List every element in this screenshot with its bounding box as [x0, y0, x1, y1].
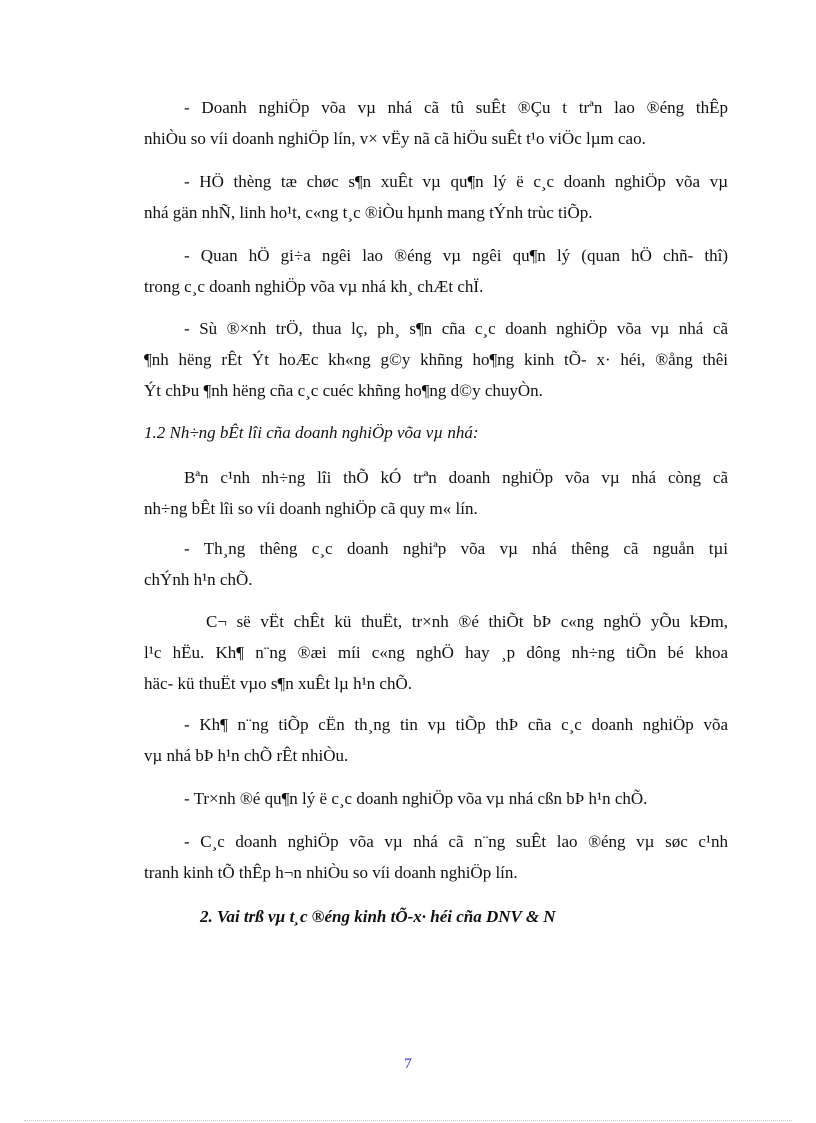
text-line: ¶nh hëng rÊt Ýt hoÆc kh«ng g©y khñng ho¶ng kinh tÕ- x· héi, ®ång thêi: [144, 350, 728, 369]
text-line: nhiÒu so víi doanh nghiÖp lín, v× vËy nã cã hiÖu suÊt t¹o viÖc lµm cao.: [144, 129, 646, 148]
text-line: - Doanh nghiÖp võa vµ nhá cã tû suÊt ®Çu t trªn lao ®éng thÊp: [184, 98, 728, 117]
paragraph-5: [144, 462, 728, 524]
paragraph-3: [144, 240, 728, 302]
text-line: vµ nhá bÞ h¹n chÕ rÊt nhiÒu.: [144, 746, 349, 765]
text-line: - Th¸ng thêng c¸c doanh nghiªp võa vµ nhá thêng cã nguån tµi: [184, 539, 728, 558]
text-line: trong c¸c doanh nghiÖp võa vµ nhá kh¸ chÆt chÏ.: [144, 277, 484, 296]
paragraph-6: [144, 533, 728, 595]
text-line: nh÷ng bÊt lîi so víi doanh nghiÖp cã quy m« lín.: [144, 499, 478, 518]
text-line: - Sù ®×nh trÖ, thua lç, ph¸ s¶n cña c¸c doanh nghiÖp võa vµ nhá cã: [184, 319, 728, 338]
text-line: l¹c hËu. Kh¶ n¨ng ®æi míi c«ng nghÖ hay ¸p dông nh÷ng tiÕn bé khoa: [144, 643, 728, 662]
text-line: Ýt chÞu ¶nh hëng cña c¸c cuéc khñng ho¶ng d©y chuyÒn.: [144, 381, 543, 400]
paragraph-1: [144, 92, 728, 154]
paragraph-9: [144, 783, 728, 814]
text-line: C¬ së vËt chÊt kü thuËt, tr×nh ®é thiÕt bÞ c«ng nghÖ yÕu kÐm,: [206, 612, 728, 631]
section-heading: [144, 901, 728, 932]
paragraph-8: [144, 709, 728, 771]
text-line: chÝnh h¹n chÕ.: [144, 570, 253, 589]
text-line: häc- kü thuËt vµo s¶n xuÊt lµ h¹n chÕ.: [144, 674, 412, 693]
text-line: tranh kinh tÕ thÊp h¬n nhiÒu so víi doanh nghiÖp lín.: [144, 863, 518, 882]
text-line: - C¸c doanh nghiÖp võa vµ nhá cã n¨ng suÊt lao ®éng vµ søc c¹nh: [184, 832, 728, 851]
paragraph-7: [144, 606, 728, 699]
text-line: - Kh¶ n¨ng tiÕp cËn th¸ng tin vµ tiÕp thÞ cña c¸c doanh nghiÖp võa: [184, 715, 728, 734]
text-line: - HÖ thèng tæ chøc s¶n xuÊt vµ qu¶n lý ë c¸c doanh nghiÖp võa vµ: [184, 172, 728, 191]
text-line: nhá gän nhÑ, linh ho¹t, c«ng t¸c ®iÒu hµnh mang tÝnh trùc tiÕp.: [144, 203, 593, 222]
text-line: - Quan hÖ gi÷a ngêi lao ®éng vµ ngêi qu¶n lý (quan hÖ chñ- thî): [184, 246, 728, 265]
subheading: [144, 417, 728, 448]
footer-divider: [24, 1120, 792, 1121]
paragraph-4: [144, 313, 728, 406]
section-title: 2. Vai trß vµ t¸c ®éng kinh tÕ-x· héi cña DNV & N: [200, 907, 556, 926]
page-number: 7: [404, 1056, 412, 1072]
subheading-text: 1.2 Nh÷ng bÊt lîi cña doanh nghiÖp võa vµ nhá:: [144, 423, 479, 442]
paragraph-10: [144, 826, 728, 888]
text-line: - Tr×nh ®é qu¶n lý ë c¸c doanh nghiÖp võa vµ nhá cßn bÞ h¹n chÕ.: [184, 789, 648, 808]
text-line: Bªn c¹nh nh÷ng lîi thÕ kÓ trªn doanh nghiÖp võa vµ nhá còng cã: [184, 468, 728, 487]
paragraph-2: [144, 166, 728, 228]
